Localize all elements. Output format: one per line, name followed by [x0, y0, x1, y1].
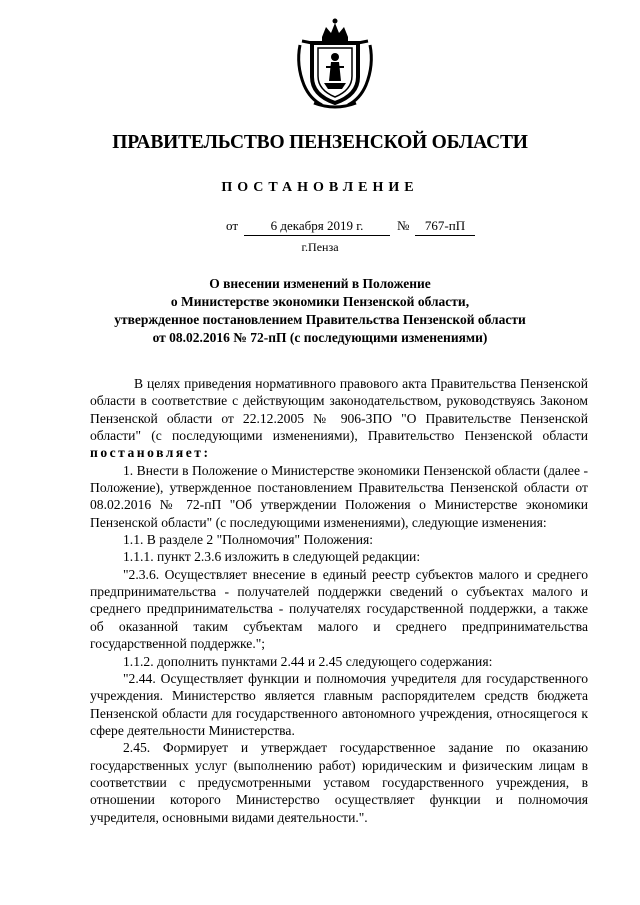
paragraph-quote-2-45: 2.45. Формирует и утверждает государственное задание по оказанию государственных услуг (выполнению работ) юридическим и физическим лицам в соответствии с предусмотренными уставом государственного учреждения, в отношении которого Министерство осуществляет функции и полномочия учредителя, основными видами деятельности.". — [90, 740, 588, 825]
paragraph-item-1-1-1: 1.1.1. пункт 2.3.6 изложить в следующей редакции: — [123, 549, 421, 565]
document-number: 767-пП — [415, 218, 475, 236]
paragraph-item-1-1: 1.1. В разделе 2 "Полномочия" Положения: — [123, 532, 374, 548]
document-type: ПОСТАНОВЛЕНИЕ — [221, 180, 419, 195]
title-line: от 08.02.2016 № 72-пП (с последующими изменениями) — [152, 330, 488, 345]
title-line: утвержденное постановлением Правительства Пензенской области — [114, 312, 526, 327]
paragraph-item-1-1-2: 1.1.2. дополнить пунктами 2.44 и 2.45 следующего содержания: — [123, 653, 493, 669]
number-label: № — [397, 218, 410, 233]
paragraph-quote-2-3-6: "2.3.6. Осуществляет внесение в единый реестр субъектов малого и среднего предпринимательства - получателей поддержки сведений о субъектах малого и среднего предпринимательства - получателях государственной поддержки, а также об оказанной таким субъектам малого и среднего предпринимательства государственной поддержке."; — [90, 566, 588, 652]
coat-of-arms-icon — [292, 15, 378, 111]
from-label: от — [226, 218, 239, 233]
city-name: г.Пенза — [301, 240, 339, 254]
decree-word: постановляет: — [90, 445, 211, 461]
title-line: О внесении изменений в Положение — [209, 276, 431, 291]
paragraph-quote-2-44: "2.44. Осуществляет функции и полномочия учредителя для государственного учреждения. Министерство является главным распорядителем средств бюджета Пензенской области для государственного автономного учреждения, относящегося к сфере деятельности Министерства. — [90, 670, 588, 738]
title-line: о Министерстве экономики Пензенской области, — [170, 294, 470, 309]
document-title — [0, 275, 640, 347]
paragraph-preamble — [90, 375, 588, 462]
document-date: 6 декабря 2019 г. — [244, 218, 390, 236]
document-body — [90, 375, 588, 826]
government-name: ПРАВИТЕЛЬСТВО ПЕНЗЕНСКОЙ ОБЛАСТИ — [112, 132, 528, 153]
paragraph-item-1: 1. Внести в Положение о Министерстве экономики Пензенской области (далее - Положение), утвержденное постановлением Правительства Пензенской области от 08.02.2016 № 72-пП "Об утверждении Положения о Министерстве экономики Пензенской области" (с последующими изменениями), следующие изменения: — [90, 462, 588, 530]
preamble-text: В целях приведения нормативного правового акта Правительства Пензенской области в соответствие с действующим законодательством, руководствуясь Законом Пензенской области от 22.12.2005 № 906-ЗПО "О Правительстве Пензенской области" (с последующими изменениями), Правительство Пензенской области — [90, 376, 588, 444]
